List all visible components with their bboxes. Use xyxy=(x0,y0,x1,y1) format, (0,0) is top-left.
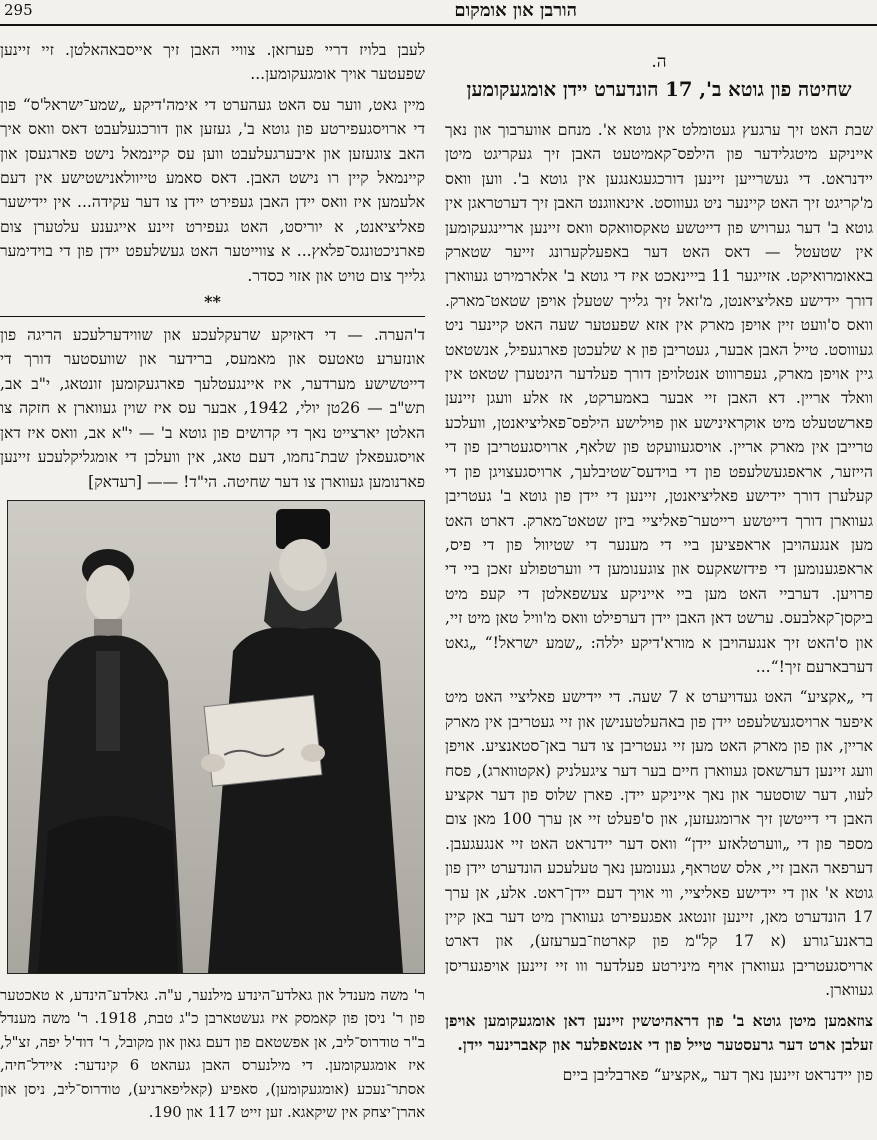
left-paragraph-2: מיין גאט, ווער עס האט געהערט די אימה'דיקע „שמע־ישראל'ס“ פון די ארויסגעפירטע פון גוטא ב', געזען און דורכגעלעבט דאס וואס איך האב צוגעזען און איבערגעלעבט ווען עס קיינמאל נישט פארגעסן און קיינמאל קיין רו נישט האבן. דאס סאמע טייוולאנישטישע אין דעם אלעמען איז וואס יידן האבן געפירט יידן צו דער עקידה... אין יידישער פאליציאנט, א יוריסט, האט געפירט זיינע אייגענע עלטערן צום פארניכטונגס־פלאץ... א צווייטער האט געשלעפט יידן פון די בוידימער גלייך צום טויט און אזוי כסדר. xyxy=(0,95,425,285)
left-paragraph-1: לעבן בלויז דריי פערזאן. צוויי האבן זיך אייסבאהאלטן. זיי זיינען שפעטער אויך אומגעקומען... xyxy=(0,41,425,84)
portrait-photo xyxy=(7,500,425,974)
editor-note xyxy=(0,323,425,494)
photo-caption: ר' משה מענדל און גאלדע־הינדע מילנער, ע"ה. גאלדע־הינדע, א טאכטער פון ר' ניסן פון קאמסק איז געשטארבן כ"ג טבת, 1918. ר' משה מענדל ב"ר טודרוס־ליב, אן אפשטאם פון דעם גאון און מקובל, ר' דוד'ל יפה, זצ"ל, איז אומגעקומען. די מילנערס האבן געהאט 6 קינדער: איידל־חיה, אסתר־נעכע (אומגעקומען), סאפיע (קאליפארניע), טודרוס־ליב, ניסן און אהרן־יצחק אין שיקאגא. זען זייט 117 און 190. xyxy=(0,986,426,1122)
editor-note-text: ד'הערה. — די דאזיקע שרעקלעכע און שווידערלעכע הריגה פון אונזערע טאטעס און מאמעס, ברידער און שוועסטער דורך די דייטשישע מערדער, איז איינגעטלעך פארגעקומען זונטאג, י"ב אב, תש"ב — 26טן יולי, 1942, אבער עס איז שוין געווארן א חזקה צו האלטן יארצייט נאך די קדושים פון גוטא ב' — י"א אב, וואס איז דאן אויסגעפאלן שבת־נחמו, דעם טאג, אין וועלכן די אומגליקלעכע זיינען פארנומען געווארן צו דער שחיטה. הי"ד! —— xyxy=(0,326,425,491)
right-column xyxy=(445,38,873,1094)
right-paragraph-3: צוזאמען מיטן גוטא ב' פון דראהיטשין זיינען דאן אומגעקומען אויפן זעלבן ארט דער גרעסטער טייל פון די אנטאפלער און קאברינער יידן. xyxy=(445,1010,873,1055)
section-letter: ה. xyxy=(651,52,667,72)
section-title: שחיטה פון גוטא ב', 17 הונדערט יידן אומגעקומען xyxy=(466,78,852,101)
page-header xyxy=(0,0,877,26)
page-number: 295 xyxy=(4,1,33,19)
section-separator: ** xyxy=(204,292,221,312)
right-paragraph-4: פון יידנראט זיינען נאך דער „אקציע“ פארבליבן ביים xyxy=(562,1066,873,1085)
right-paragraph-1: שבת האט זיך ערגעץ געטומלט אין גוטא א'. מנחם אווערבוך און נאך אייניקע מיטגלידער פון הילפס־קאמיטעט האבן זיך געקריגט מיטן יידנראט. די געשרייען זיינען דורכגעגאנגען אין גוטא ב'. ווען וואס מ'קריגט זיך האט קיינער ניט געוווסט. אינאווגנט האבן זיך דערטראגן אין גוטא ב' דער גערויש פון דייטשע טאקסוואקס וואס זיינען אריינגעקומען אין שטעטל — דאס האט דער באפעלקערונג זייער שטארק באאומרואיקט. אזייגער 11 בייינאכט איז די גוטא ב' אלארמירט געווארן דורך יידישע פאליציאנטן, מ'זאל זיך גלייך שטעלן אויפן שטאט־מארק. וואס ס'וועט זיין אויפן מארק אין אזא שפעטער שעה האט קיינער ניט געוווסט. טייל האבן אבער, געטריבן פון א שלעכטן פארגעפיל, אנשטאט גיין אויפן מארק, געפרוווט אנטלויפן דורך פעלדער הינטערן שטאט אין וואלד אריין. דא האבן זיי אבער באמערקט, אז אלע וועגן זיינען פארשטעלט מיט אוקראינישע און פוילישע הילפס־פאליציאנטן, וועלכע טרייבן אין מארק אריין. אויסגעוועקט פון שלאף, ארויסגעטריבן פון די הייזער, אראפגעשלעפט פון די בוידעס־שטיבלעך, ארויסגעצויגן פון די קעלערן דורך יידישע פאליציאנטן, זיינען די יידן פון גוטא ב' געטריבן געווארן דורך דייטשע רייטער־פאליציי ביזן שטאט־מארק. דארט האט מען אנגעהויבן אראפציען ביי די מענער די שטיוול פון די פיס, אראפגענומען די פידזשאקעס און צוגענומען די ווערטפולע זאכן ביי די פרויען. דערביי האט מען ביי אייניקע צעשפאלטן די קעפ מיט ביקסן־קאלבעס. ערשט דאן האבן יידן דערפילט וואס מ'וויל טאן מיט זיי, און ס'האט זיך אנגעהויבן א מורא'דיקע יללה: „שמע ישראל!“ „גאט דערבארעם זיך!“... xyxy=(445,121,873,676)
right-paragraph-2: די „אקציע“ האט געדויערט א 7 שעה. די יידישע פאליציי האט מיט איפער ארויסגעשלעפט יידן פון באהעלטענישן און זיי געטריבן אין מארק אריין, און פון מארק האט מען זיי געטריבן צו דער באן־סטאנציע. אויפן וועג זיינען דערשאסן געווארן חיים בער דער ציגעלניק (אקטווארג), פסח לעוו, דער שוסטער און נאך אייניקע יידן. פארן שלוס פון דער אקציע האבן די דייטשן זיך ארומגעזען, און ס'פעלט זיי אן ערך 100 מאן צום מספר פון די „ווערטלאזע יידן“ וואס דער יידנראט האט זיי אנגעגעבן. דערפאר האבן זיי, אלס שטראף, גענומען נאך טעלעכע הונדערט יידן פון גוטא א' און די יידישע פאליציי, ווי אויך דעם יידן־ראט. אלע, אן ערך 17 הונדערט מאן, זיינען זונטאג אפגעפירט געווארן מיט דער באן קיין בראנע־גורע (א 17 קל"מ פון קארטוז־בערעזע), און דארט ארויסגעטריבן געווארן אויף מינירטע פעלדער ווו זיי זיינען אויפגעריסן געווארן. xyxy=(445,688,874,1000)
editor-note-signature: [רעדאק] xyxy=(88,472,143,491)
divider xyxy=(0,316,425,317)
portrait-photo-image xyxy=(8,501,424,973)
left-column xyxy=(0,38,425,1125)
running-title: הורבן און אומקום xyxy=(454,0,577,21)
